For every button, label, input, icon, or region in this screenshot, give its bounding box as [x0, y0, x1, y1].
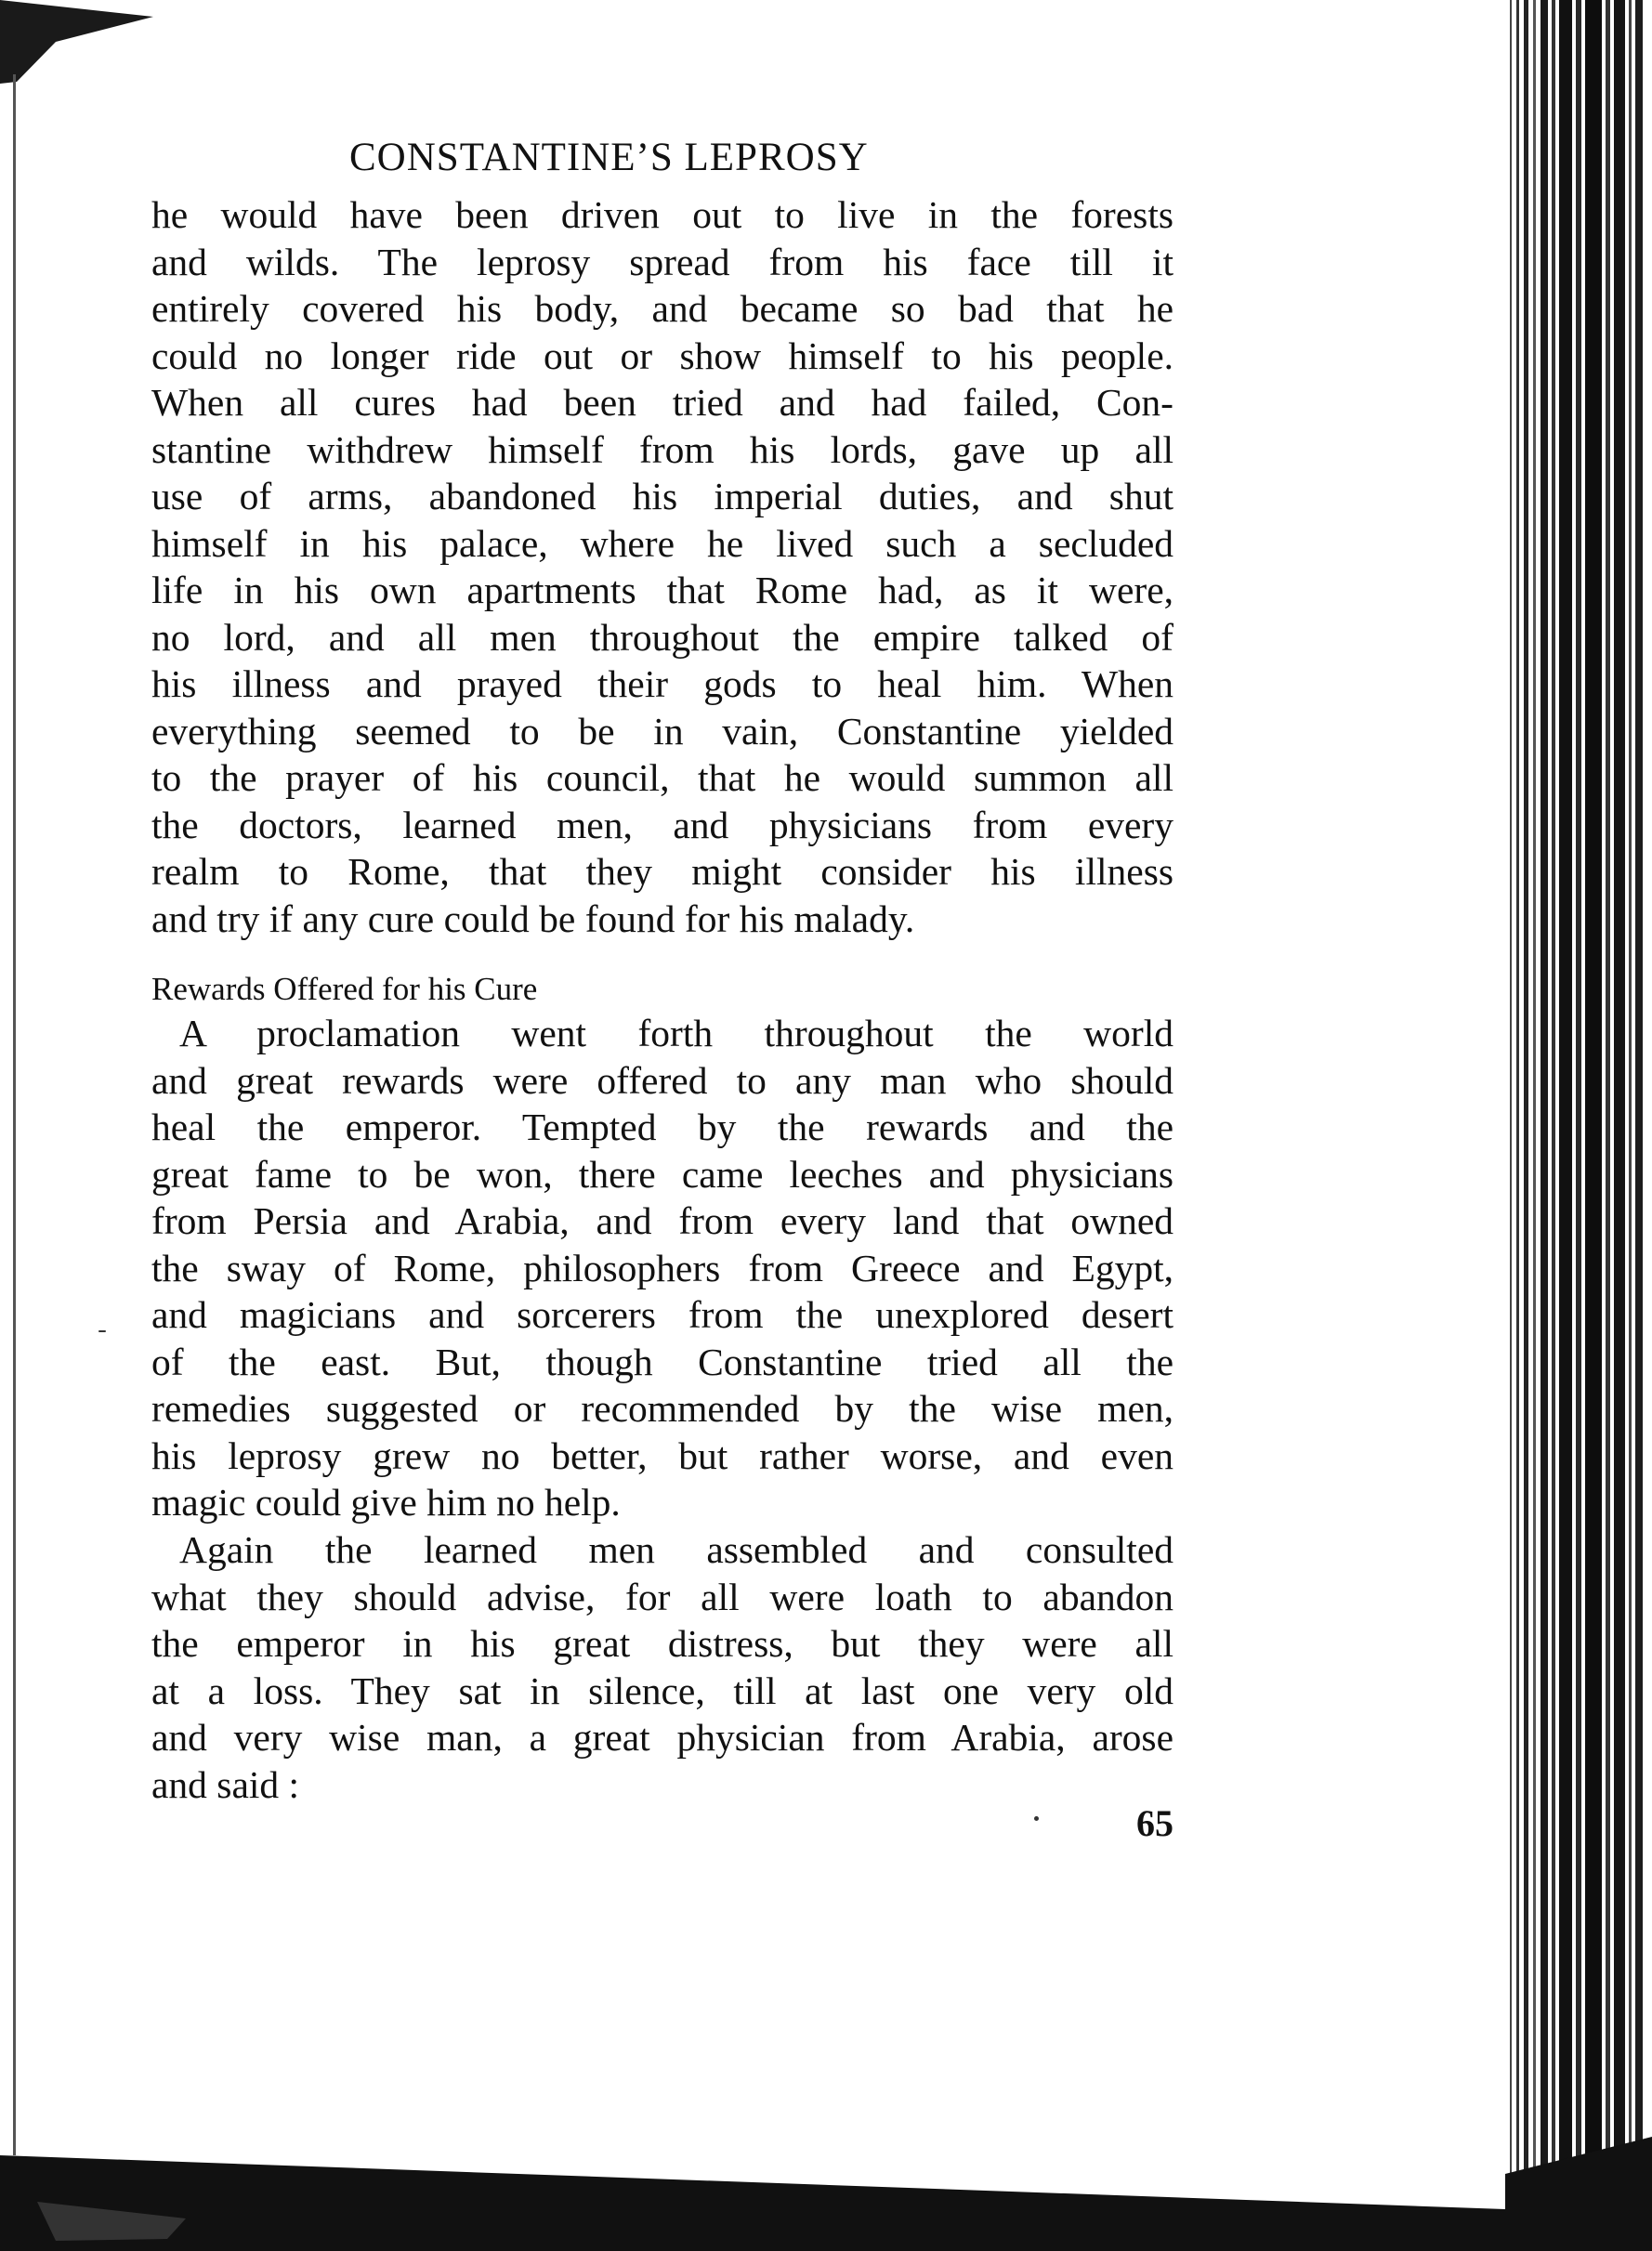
text-line: the emperor in his great distress, but they were all: [151, 1622, 1173, 1665]
scan-speck: [98, 1330, 106, 1332]
text-line: from Persia and Arabia, and from every land that owned: [151, 1199, 1173, 1242]
text-line: and try if any cure could be found for his malady.: [151, 896, 915, 940]
text-line: to the prayer of his council, that he would summon all: [151, 756, 1173, 799]
page-bottom-shadow: [0, 2137, 1652, 2251]
text-line: and great rewards were offered to any man who should: [151, 1058, 1173, 1102]
text-line: could no longer ride out or show himself to his people.: [151, 334, 1173, 377]
text-line: everything seemed to be in vain, Constantine yielded: [151, 709, 1173, 753]
running-head: CONSTANTINE’S LEPROSY: [349, 136, 869, 179]
section-heading: Rewards Offered for his Cure: [151, 971, 538, 1007]
text-line: and magicians and sorcerers from the unexplored desert: [151, 1293, 1173, 1336]
text-line: himself in his palace, where he lived such a secluded: [151, 521, 1173, 565]
scan-corner-shadow: [0, 0, 158, 84]
text-line: his leprosy grew no better, but rather worse, and even: [151, 1433, 1173, 1477]
scan-speck: [1034, 1816, 1039, 1821]
text-line: of the east. But, though Constantine tried all the: [151, 1340, 1173, 1383]
text-line: he would have been driven out to live in the forests: [151, 193, 1173, 236]
text-line: entirely covered his body, and became so bad that he: [151, 287, 1173, 330]
binding-shadow: [1505, 0, 1652, 2251]
text-line: at a loss. They sat in silence, till at last one very old: [151, 1669, 1173, 1712]
text-line: magic could give him no help.: [151, 1481, 621, 1524]
text-line: Again the learned men assembled and consulted: [179, 1528, 1173, 1571]
text-line: stantine withdrew himself from his lords, gave up all: [151, 427, 1173, 471]
text-line: his illness and prayed their gods to heal him. When: [151, 662, 1173, 705]
page-number: 65: [1136, 1802, 1173, 1844]
text-line: what they should advise, for all were loath to abandon: [151, 1575, 1173, 1618]
page-left-edge: [13, 74, 16, 2155]
text-line: remedies suggested or recommended by the wise men,: [151, 1387, 1173, 1430]
text-line: the sway of Rome, philosophers from Greece and Egypt,: [151, 1246, 1173, 1289]
paragraph-3: [151, 1526, 1173, 1808]
text-line: no lord, and all men throughout the empire talked of: [151, 615, 1173, 659]
text-line: When all cures had been tried and had failed, Con-: [151, 381, 1173, 424]
text-line: great fame to be won, there came leeches and physicians: [151, 1152, 1173, 1196]
text-line: and wilds. The leprosy spread from his face till it: [151, 240, 1173, 283]
text-line: heal the emperor. Tempted by the rewards and the: [151, 1106, 1173, 1148]
paragraph-2: [151, 1010, 1173, 1526]
text-line: and said :: [151, 1762, 300, 1806]
text-line: realm to Rome, that they might consider his illness: [151, 850, 1173, 893]
text-line: and very wise man, a great physician from Arabia, arose: [151, 1716, 1173, 1759]
text-line: the doctors, learned men, and physicians from every: [151, 803, 1173, 846]
text-line: A proclamation went forth throughout the world: [179, 1012, 1173, 1054]
paragraph-1: [151, 191, 1173, 942]
text-line: life in his own apartments that Rome had, as it were,: [151, 569, 1173, 611]
text-line: use of arms, abandoned his imperial duties, and shut: [151, 475, 1173, 517]
